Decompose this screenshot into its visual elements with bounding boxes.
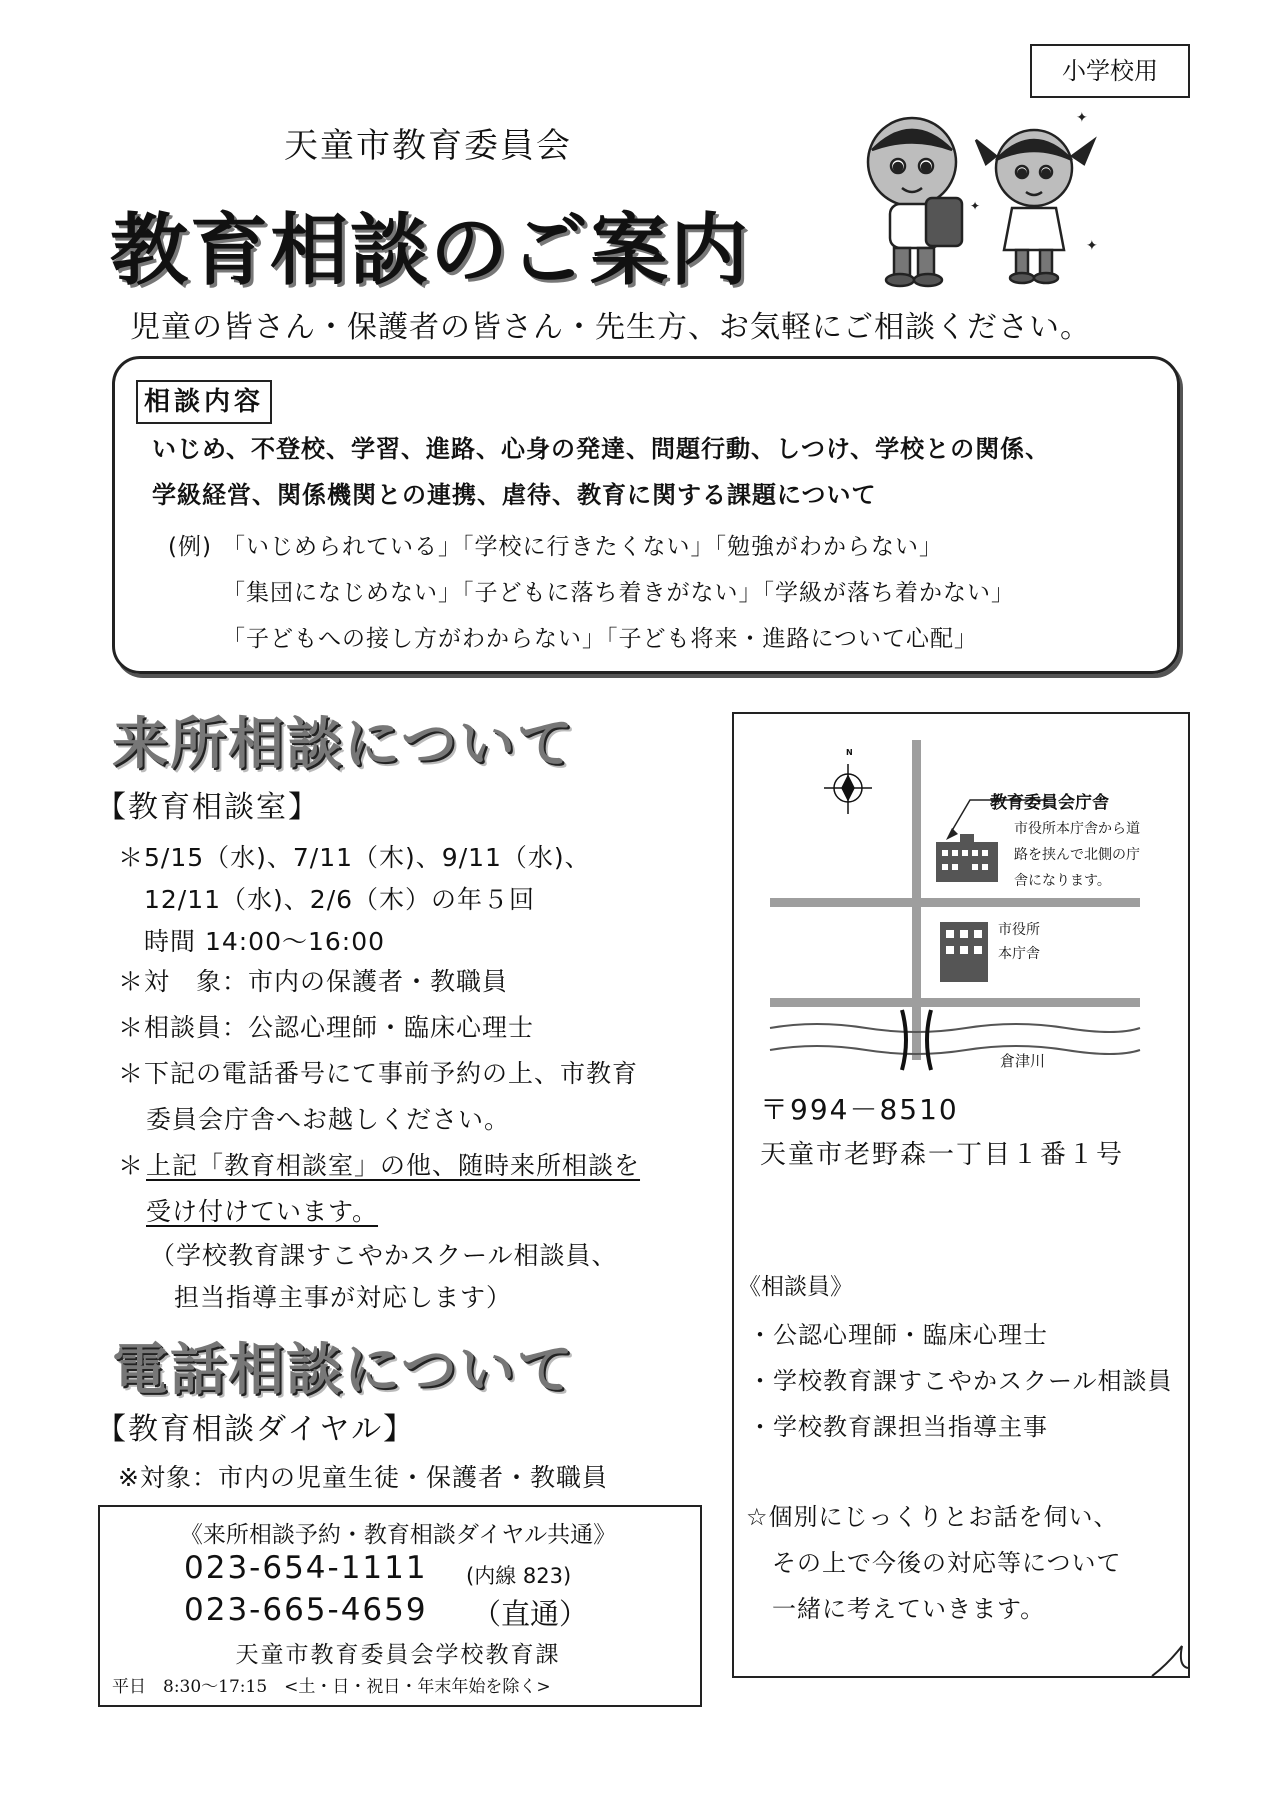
counselor-item: ・公認心理師・臨床心理士: [748, 1321, 1048, 1349]
counseling-room-title: 【教育相談室】: [96, 790, 320, 825]
counselors-title: 《相談員》: [738, 1274, 853, 1300]
reservation-note: 委員会庁舎へお越しください。: [146, 1105, 511, 1134]
reservation-note: ＊下記の電話番号にて事前予約の上、市教育: [118, 1059, 639, 1088]
example-line: 「いじめられている」「学校に行きたくない」「勉強がわからない」: [222, 534, 943, 560]
postal-code: 〒994－8510: [760, 1093, 959, 1126]
office-hours: 平日 8:30～17:15 <土・日・祝日・年末年始を除く>: [112, 1677, 551, 1697]
example-line: 「集団になじめない」「子どもに落ち着きがない」「学級が落ち着かない」: [222, 580, 1015, 606]
examples-prefix: (例): [168, 534, 212, 560]
contact-header: 《来所相談予約・教育相談ダイヤル共通》: [179, 1522, 617, 1548]
board-note-line: 舎になります。: [1014, 873, 1111, 889]
closing-line: ☆個別にじっくりとお話を伺い、: [746, 1503, 1119, 1531]
city-hall-line: 市役所: [998, 922, 1040, 938]
girl-figure: [976, 130, 1094, 283]
river-label: 倉津川: [1000, 1052, 1046, 1070]
responder-note: 担当指導主事が対応します）: [174, 1283, 513, 1312]
page-curl-decoration: [1150, 1640, 1188, 1676]
board-building-icon: [936, 834, 998, 882]
map-road-north: [770, 898, 1140, 907]
phone-extension: (内線 823): [466, 1564, 572, 1588]
phone-consultation-heading: 電話相談について: [112, 1338, 575, 1403]
svg-text:✦: ✦: [1076, 110, 1088, 126]
visit-target: ＊対 象：市内の保護者・教職員: [118, 967, 509, 996]
children-mascot-illustration: [850, 100, 1110, 290]
phone-target: ※対象：市内の児童生徒・保護者・教職員: [118, 1463, 608, 1492]
anytime-note: 上記「教育相談室」の他、随時来所相談を: [146, 1151, 641, 1180]
example-line: 「子どもへの接し方がわからない」「子ども将来・進路について心配」: [222, 626, 979, 652]
board-note-line: 市役所本庁舎から道: [1014, 821, 1140, 837]
anytime-mark: ＊: [118, 1151, 145, 1180]
anytime-note: 受け付けています。: [146, 1197, 379, 1226]
consultation-topics-list: [152, 426, 1050, 518]
phone-number-main: 023-654-1111: [184, 1550, 428, 1586]
compass-icon: [824, 764, 872, 814]
counselors-list: [748, 1312, 1173, 1450]
city-hall-label: [998, 918, 1040, 966]
boy-figure: [868, 118, 962, 286]
topic-line: いじめ、不登校、学習、進路、心身の発達、問題行動、しつけ、学校との関係、: [152, 435, 1051, 463]
organization-name: 天童市教育委員会: [284, 126, 572, 166]
board-building-label: 教育委員会庁舎: [990, 793, 1109, 813]
counseling-dial-title: 【教育相談ダイヤル】: [96, 1412, 416, 1447]
school-badge: 小学校用: [1030, 44, 1190, 98]
counselor-item: ・学校教育課すこやかスクール相談員: [748, 1367, 1173, 1395]
topic-line: 学級経営、関係機関との連携、虐待、教育に関する課題について: [152, 481, 877, 509]
board-building-note: [1014, 816, 1140, 894]
city-hall-line: 本庁舎: [998, 946, 1040, 962]
city-hall-building-icon: [940, 922, 988, 982]
phone-number-direct: 023-665-4659: [184, 1592, 428, 1628]
tagline: 児童の皆さん・保護者の皆さん・先生方、お気軽にご相談ください。: [130, 310, 1091, 345]
consultation-topics-label: 相談内容: [136, 380, 272, 424]
page-title: 教育相談のご案内: [110, 206, 751, 296]
board-note-line: 路を挟んで北側の庁: [1014, 847, 1140, 863]
street-address: 天童市老野森一丁目１番１号: [760, 1140, 1125, 1170]
map-road-south: [770, 998, 1140, 1007]
svg-text:✦: ✦: [1086, 238, 1098, 254]
session-dates: 12/11（水)、2/6（木）の年５回: [144, 885, 536, 914]
session-dates: ＊5/15（水)、7/11（木)、9/11（水)、: [118, 843, 591, 872]
closing-note: [746, 1494, 1122, 1632]
closing-line: 一緒に考えていきます。: [772, 1595, 1046, 1623]
responder-note: （学校教育課すこやかスクール相談員、: [150, 1241, 618, 1270]
svg-text:✦: ✦: [970, 199, 981, 213]
north-label: N: [846, 748, 853, 757]
closing-line: その上で今後の対応等について: [772, 1549, 1122, 1577]
department-name: 天童市教育委員会学校教育課: [235, 1642, 561, 1668]
direct-line-label: （直通）: [472, 1597, 589, 1631]
counselor-item: ・学校教育課担当指導主事: [748, 1413, 1048, 1441]
map-river: [770, 1024, 1140, 1054]
session-time: 時間 14:00～16:00: [144, 927, 386, 956]
visit-consultation-heading: 来所相談について: [112, 712, 575, 777]
visit-counselor: ＊相談員：公認心理師・臨床心理士: [118, 1013, 535, 1042]
location-map: [746, 730, 1172, 1090]
